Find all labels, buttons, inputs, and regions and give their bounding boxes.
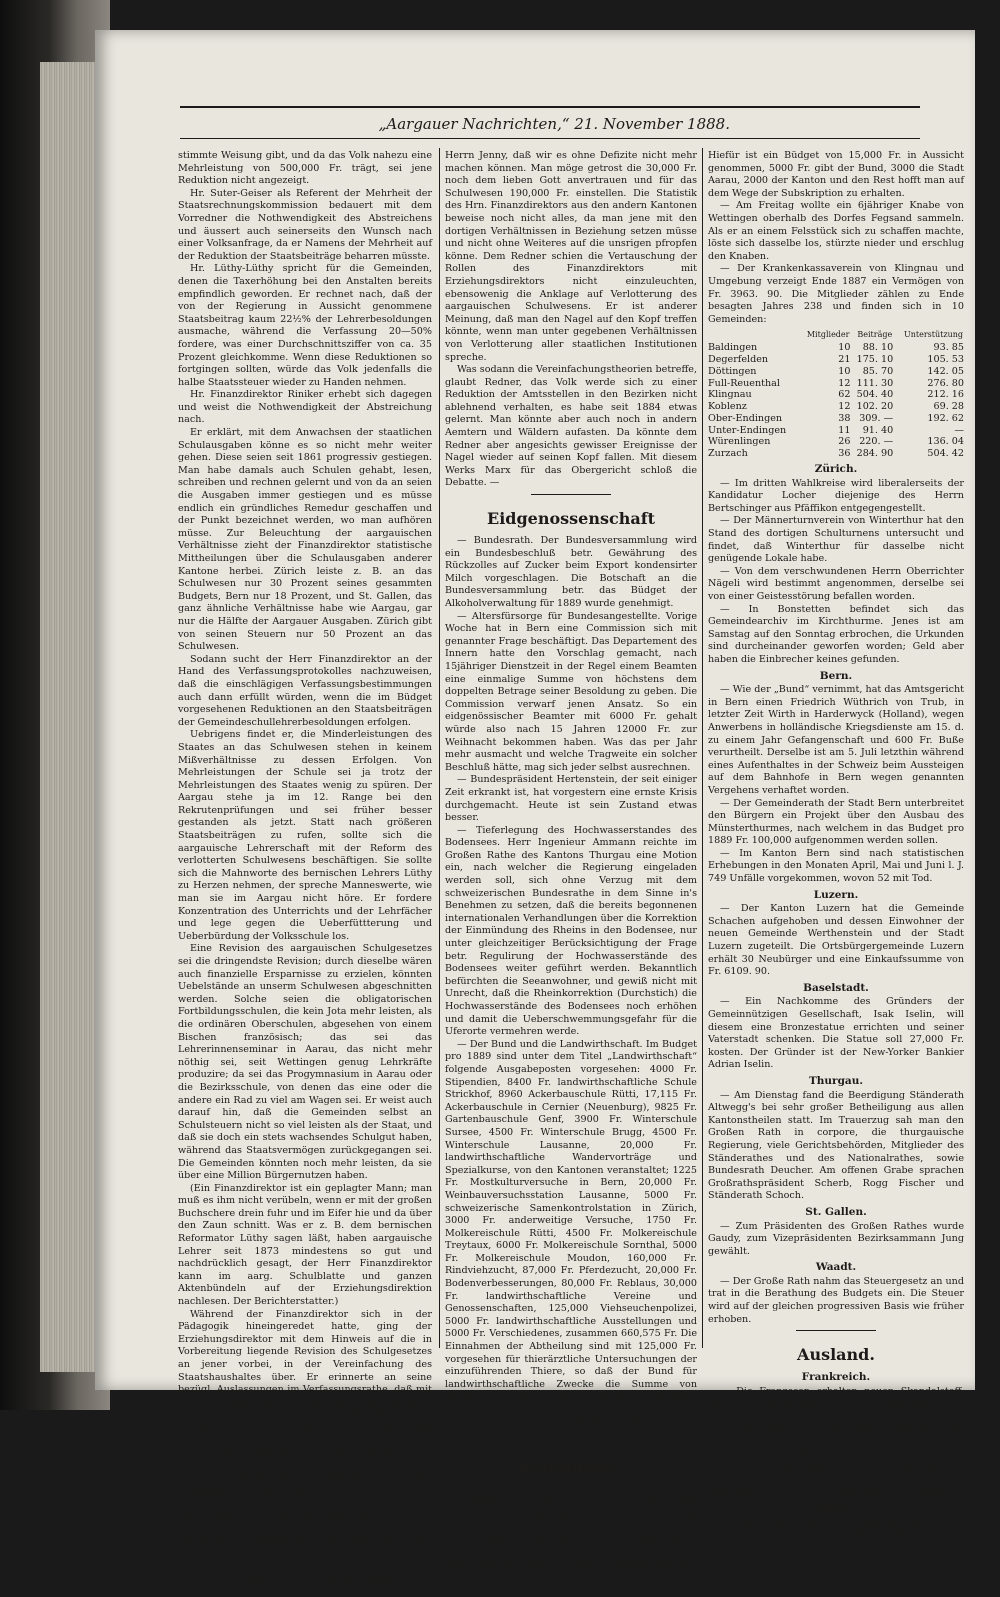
table-cell: Döttingen	[708, 365, 757, 377]
paragraph: — Der Große Rath nahm das Steuergesetz an und trat in die Berathung des Budgets ein. Die Steuer wird auf der gleichen progressiven Basis wie früher erhoben.	[708, 1275, 964, 1325]
paragraph: stimmte Weisung gibt, und da das Volk nahezu eine Mehrleistung von 500,000 Fr. trägt, sei jene Reduktion nicht angezeigt.	[178, 150, 432, 187]
subheading-afrika: Afrika.	[816, 1502, 856, 1515]
table-cell: Koblenz	[708, 401, 747, 413]
paragraph: — Der Kanton Luzern hat die Gemeinde Schachen aufgehoben und dessen Einwohner der neuen Gemeinde Werthenstein und der Stadt Luzern zugeteilt. Die Ortsbürgergemeinde Luzern erhält 30 Neubürger und eine Einkaufssumme von Fr. 6109. 90.	[708, 903, 964, 978]
table-cell: 105. 53	[927, 353, 964, 365]
table-header	[708, 328, 799, 342]
page-header: „Aargauer Nachrichten,“ 21. November 1888.	[378, 115, 730, 133]
table-cell: 69. 28	[933, 401, 964, 413]
table-cell: 136. 04	[927, 436, 964, 448]
table-cell: 38	[838, 412, 851, 424]
paragraph: Was sodann die Vereinfachungstheorien betreffe, glaubt Redner, das Volk werde sich zu einer Reduktion der Amtsstellen in den Bezirken nicht ablehnend verhalten, es habe seit 1884 etwas gelernt. Man könnte aber auch noch in andern Aemtern und Wäldern aufasten. Da könnte dem Redner aber angesichts gewisser Ereignisse der Nagel wieder auf seinen Kopf fallen. Mit diesem Werks Marx für das Obergericht schloß die Debatte. —	[445, 364, 697, 489]
table-cell: 10	[838, 342, 851, 354]
paragraph: — Der „Times“ wird aus Sansibar vom 16. d. gemeldet: Der belgische Dampfer „Brabo“, welcher 400	[708, 1516, 964, 1553]
subheading-st-gallen: St. Gallen.	[805, 1205, 867, 1218]
paragraph: Hiefür ist ein Büdget von 15,000 Fr. in Aussicht genommen, 5000 Fr. gibt der Bund, 3000 die Stadt Aarau, 2000 der Kanton und den Rest hofft man auf dem Wege der Subskription zu erhalten.	[708, 150, 964, 199]
table-row	[708, 436, 964, 448]
table-cell: 111. 30	[856, 377, 894, 389]
subheading-bern: Bern.	[819, 669, 853, 682]
table-cell: 284. 90	[856, 448, 894, 460]
krankenkasse-table	[708, 328, 964, 460]
table-cell: 102. 20	[856, 401, 894, 413]
section-rule	[796, 1330, 876, 1331]
table-cell: Full-Reuenthal	[708, 377, 780, 389]
table-cell: 88. 10	[862, 342, 894, 354]
paragraph: — Ein Nachkomme des Gründers der Gemeinnützigen Gesellschaft, Isak Iselin, will diesem eine Bronzestatue errichten und seiner Vaterstadt schenken. Die Statue soll 27,000 Fr. kosten. Der Gründer ist der New-Yorker Bankier Adrian Iselin.	[708, 996, 964, 1071]
paragraph: — Im dritten Wahlkreise wird liberalerseits der Kandidatur Locher diejenige des Herrn Bertschinger aus Pfäffikon entgegengestellt.	[708, 477, 964, 514]
paragraph: Herrn Jenny, daß wir es ohne Defizite nicht mehr machen können. Man möge getrost die 30,000 Fr. noch dem lieben Gott anvertrauen und für das Schulwesen 190,000 Fr. einstellen. Die Statistik des Hrn. Finanzdirektors aus den andern Kantonen beweise noch nicht alles, da man jene mit den dortigen Verhältnissen in Beziehung setzen müsse und nicht ohne Weiteres auf die unsrigen pfropfen könne. Dem Redner schien die Vertauschung der Rollen des Finanzdirektors mit Erziehungsdirektors nicht einzuleuchten, ebensowenig die Anklage auf Verlotterung des aargauischen Schulwesens. Er ist anderer Meinung, daß man den Nagel auf den Kopf treffen könnte, wenn man unter gegebenen Verhältnissen von Verlotterung aller staatlichen Institutionen spreche.	[445, 150, 697, 363]
paragraph: Hr. Suter-Geiser als Referent der Mehrheit der Staatsrechnungskommission bedauert mit dem Vorredner die Nothwendigkeit des Abstreichens und äussert auch seinerseits den Wunsch nach einer Volksanfrage, da er Namens der Mehrheit auf der Reduktion der Staatsbeiträge beharren müsste.	[178, 187, 432, 262]
paragraph: Er erklärt, mit dem Anwachsen der staatlichen Schulausgaben könne es so nicht mehr weiter gehen. Diese seien seit 1861 progressiv gestiegen. Man habe damals auch Schulen gehabt, lesen, schreiben und rechnen gelernt und von da an seien die Ausgaben immer gestiegen und es müsse endlich ein gründliches Remedur geschaffen und der Punkt bezeichnet werden, wo man aufhören müsse. Zur Beleuchtung der aargauischen Verhältnisse zieht der Finanzdirektor statistische Mittheilungen über die Schulausgaben anderer Kantone herbei. Zürich leiste z. B. an das Schulwesen nur 30 Prozent seines gesammten Budgets, Bern nur 18 Prozent, und St. Gallen, das ganz ähnliche Verhältnisse habe wie Aargau, gar nur die Hälfte der Aargauer Ausgaben. Zürich gibt von seinen Steuern nur 50 Prozent an das Schulwesen.	[178, 427, 432, 653]
paragraph: — Der Gemeinderath der Stadt Bern unterbreitet den Bürgern ein Projekt über den Ausbau des Münsterthurmes, nach welchem in das Budget pro 1889 Fr. 100,000 aufgenommen werden sollen.	[708, 797, 964, 847]
header-bottom-rule	[180, 138, 920, 139]
table-cell: 93. 85	[933, 342, 964, 354]
paragraph: — Von dem verschwundenen Herrn Oberrichter Nägeli wird bestimmt angenommen, derselbe sei von einer Geistesstörung befallen worden.	[708, 565, 964, 603]
table-cell: 220. —	[859, 436, 894, 448]
table-cell: 62	[838, 389, 851, 401]
table-header: Unterstützung	[904, 330, 963, 340]
table-cell: Würenlingen	[708, 436, 771, 448]
column-divider-2	[702, 148, 703, 1348]
section-heading-ausland: Ausland.	[797, 1345, 875, 1365]
table-cell: 12	[838, 377, 851, 389]
paragraph: Herr Jenny konstatirt nochmals die wirthschaftliche Thatsache, daß man, um den Ausfall zu decken, neue Steuern einnehmen haben müsse. Im Vereinfachungsgebiete ließe sich etwas machen, viel werde aber nicht herausschauen. Alle Abstriche unausweichlich.	[178, 1497, 432, 1572]
table-row	[708, 366, 964, 378]
table-cell: Zurzach	[708, 448, 748, 460]
table-cell: 36	[838, 448, 851, 460]
paragraph: — Der Krankenkassaverein von Klingnau und Umgebung verzeigt Ende 1887 ein Vermögen von Fr. 3963. 90. Die Mitglieder zählen zu Ende besagten Jahres 238 und finden sich in 10 Gemeinden:	[708, 263, 964, 325]
table-row	[708, 448, 964, 460]
paragraph: Eine Revision des aargauischen Schulgesetzes sei die dringendste Revision; durch dieselbe wären auch finanzielle Ersparnisse zu erzielen, könnten Uebelstände an unserm Schulwesen abgeschnitten werden. Solche seien die obligatorischen Fortbildungsschulen, die kein Jota mehr leisten, als die ordinären Oberschulen, abgesehen von einem Bischen französisch; das sei das Lehrerinnenseminar in Aarau, das nicht mehr nöthig sei, seit Wettingen genug Lehrkräfte produzire; da sei das Progymnasium in Aarau oder die Bezirksschule, von denen das eine oder die andere ein Rad zu viel am Wagen sei. Er weist auch darauf hin, daß die Gemeinden selbst an Schulsteuern nicht so viel leisten als der Staat, und daß sie doch ein stets wachsendes Schulgut haben, während das Staatsvermögen zurückgegangen sei. Die Gemeinden könnten noch mehr leisten, da sie über eine Million Bürgernutzen haben.	[178, 943, 432, 1182]
page-stack-edge	[40, 62, 100, 1372]
table-cell: 10	[838, 365, 851, 377]
table-cell: 21	[838, 353, 851, 365]
table-row	[708, 389, 964, 401]
table-cell: Degerfelden	[708, 353, 769, 365]
paragraph: — Aarau. Im August des kommenden Jahres wird Aarau das hundertjährige Jubiläum der Gründung des ersten schweizerischen Kadettenkorps in Aarau anno 1789 feiern und zwar durch Veranstaltung eines schweizerischen Kadettenfestes. Das Organisationskomite hat sich bereits konstituirt; Präsident ist Hr. Nationalrath Kurz.	[445, 1496, 697, 1596]
subheading-thurgau: Thurgau.	[808, 1074, 864, 1087]
paragraph: Hr. Finanzdirektor Riniker erhebt sich dagegen und weist die Nothwendigkeit der Abstreichung nach.	[178, 389, 432, 426]
table-cell: 212. 16	[927, 389, 964, 401]
paragraph: Uebrigens findet er, die Minderleistungen des Staates an das Schulwesen stehen in keinem Mißverhältnisse zu dessen Erfolgen. Von Mehrleistungen der Schule sei ja trotz der Mehrleistungen des Staates wenig zu spüren. Der Aargau stehe ja im 12. Range bei den Rekrutenprüfungen und sei früher besser gestanden als jetzt. Statt nach größeren Staatsbeiträgen zu rufen, sollte sich die aargauische Lehrerschaft mit der Reform des verlotterten Schulwesens beschäftigen. Sie sollte sich die Mahnworte des bernischen Lehrers Lüthy zu Herzen nehmen, der spreche Manneswerte, wie man sie im Aargau nicht höre. Er fordere Konzentration des Unterrichts und der Lehrfächer und lege gegen die Ueberfüttterung und Ueberbürdung der Volksschule los.	[178, 729, 432, 942]
table-row	[708, 401, 964, 413]
paragraph: — Altersfürsorge für Bundesangestellte. Vorige Woche hat in Bern eine Commission sich mit genannter Frage beschäftigt. Das Departement des Innern hatte den Vorschlag gemacht, nach 15jähriger Dienstzeit in der Regel einem Beamten eine einmalige Summe von höchstens dem doppelten Betrage seiner Besoldung zu geben. Die Commission verwarf jenen Ansatz. So ein eidgenössischer Beamter mit 6000 Fr. gehalt würde also nach 15 Jahren 12000 Fr. zur Weihnacht bekommen haben. Was das per Jahr mehr ausmacht und welche Tragweite ein solcher Beschluß hätte, mag sich jeder selbst ausrechnen.	[445, 610, 697, 773]
table-header: Beiträge	[857, 330, 893, 340]
table-cell: Baldingen	[708, 342, 758, 354]
section-heading-eidgenossenschaft: Eidgenossenschaft	[487, 509, 655, 529]
table-cell: Klingnau	[708, 389, 752, 401]
paragraph: — Bundespräsident Hertenstein, der seit einiger Zeit erkrankt ist, hat vorgestern eine ernste Krisis durchgemacht. Heute ist sein Zustand etwas besser.	[445, 774, 697, 824]
table-row	[708, 378, 964, 390]
column-3	[708, 150, 964, 1553]
table-cell: 91. 40	[862, 424, 894, 436]
section-rule	[531, 494, 611, 495]
table-cell: Ober-Endingen	[708, 412, 783, 424]
table-cell: 192. 62	[927, 412, 964, 424]
table-cell: 309. —	[859, 412, 894, 424]
paragraph: Sodann sucht der Herr Finanzdirektor an der Hand des Verfassungsprotokolles nachzuweisen, daß die einschlägigen Verfassungsbestimmungen auch dann erfüllt würden, wenn die im Büdget vorgesehenen Reduktionen an den Staatsbeiträgen der Gemeindeschullehrerbesoldungen erfolgen.	[178, 653, 432, 728]
table-cell: 85. 70	[862, 365, 894, 377]
table-cell: 504. 40	[856, 389, 894, 401]
table-row	[708, 342, 964, 354]
column-2	[445, 150, 697, 1596]
table-cell: Unter-Endingen	[708, 424, 787, 436]
table-cell: 142. 05	[927, 365, 964, 377]
table-cell: 175. 10	[856, 353, 894, 365]
paragraph: — Im Kanton Bern sind nach statistischen Erhebungen in den Monaten April, Mai und Juni l. J. 749 Unfälle vorgekommen, wovon 52 mit Tod.	[708, 847, 964, 885]
table-cell: 11	[838, 424, 851, 436]
paragraph: Während der Finanzdirektor sich in der Pädagogik hineingeredet hatte, ging der Erziehungsdirektor mit dem Hinweis auf die in Vorbereitung liegende Revision des Schulgesetzes an jener vorbei, in der Vereinfachung des Staatshaushaltes über. Er erinnerte an seine bezügl. Auslassungen im Verfassungsrathe, daß mit der Vereinfachung nur wirklich Ernst gemacht werden könne, wenn man die Bezirke um 50 Prozent reduzire. Die Regierung habe diesen Weg übrigens bezüglich der Bezirksverwaltungen bereits eingeschlagen. Im Uebrigen bedauere er aber mit den Herren Künzli und Lüthy den Abstrich, habe sich aber den Rücksichten auf das gesammte Staatswohl fügen müssen.	[178, 1308, 432, 1496]
section-heading-kantonales: Kantonales.	[517, 1455, 625, 1475]
subheading-frankreich: Frankreich.	[801, 1371, 871, 1384]
paragraph: — Zum Präsidenten des Großen Rathes wurde Gaudy, zum Vizepräsidenten Bezirksammann Jung gewählt.	[708, 1220, 964, 1257]
table-row	[708, 425, 964, 437]
paragraph: (Ein Finanzdirektor ist ein geplagter Mann; man muß es ihm nicht verübeln, wenn er mit der großen Buchschere drein fuhr und im Eifer hie und da über den Zaun schnitt. Was er z. B. dem bernischen Reformator Lüthy sagen läßt, haben aargauische Lehrer seit 1873 mindestens so gut und nachdrücklich gesagt, der Herr Finanzdirektor kann im aarg. Schulblatte und ganzen Aktenbündeln auf der Erziehungsdirektion nachlesen. Der Berichterstatter.)	[178, 1182, 432, 1308]
table-row	[708, 413, 964, 425]
paragraph: — Wie der „Bund“ vernimmt, hat das Amtsgericht in Bern einen Friedrich Wüthrich von Trub, in letzter Zeit Wirth in Harderwyck (Holland), wegen Anwerbens in holländische Kriegsdienste am 15. d. zu einem Jahr Gefangenschaft und 600 Fr. Buße verurtheilt. Derselbe ist am 5. Juli letzthin während eines Aufenthaltes in der Schweiz beim Aussteigen auf dem Bahnhofe in Bern wegen genannten Vergehens verhaftet worden.	[708, 684, 964, 796]
table-header-row	[708, 328, 964, 342]
header-top-rule	[180, 106, 920, 108]
subheading-zuerich: Zürich.	[814, 463, 858, 476]
paragraph: — Der Bund und die Landwirthschaft. Im Budget pro 1889 sind unter dem Titel „Landwirthschaft“ folgende Ausgabeposten vorgesehen: 4000 Fr. Stipendien, 8400 Fr. landwirthschaftliche Schule Strickhof, 8960 Ackerbauschule Rütti, 17,115 Fr. Ackerbauschule in Cernier (Neuenburg), 9825 Fr. Gartenbauschule Genf, 3900 Fr. Winterschule Sursee, 4500 Fr. Winterschule Brugg, 4500 Fr. Winterschule Lausanne, 20,000 Fr. landwirthschaftliche Wandervorträge und Spezialkurse, von den Kantonen veranstaltet; 1225 Fr. Mostkulturversuche in Bern, 20,000 Fr. Weinbauversuchsstation Lausanne, 5000 Fr. schweizerische Samenkontrolstation in Zürich, 3000 Fr. anderweitige Versuche, 1750 Fr. Molkereischule Rütti, 4500 Fr. Molkereischule Treytaux, 6000 Fr. Molkereischule Sornthal, 5000 Fr. Molkereischule Moudon, 160,000 Fr. Rindviehzucht, 87,000 Fr. Pferdezucht, 20,000 Fr. Bodenverbesserungen, 80,000 Fr. Reblaus, 30,000 Fr. landwirthschaftliche Vereine und Genossenschaften, 125,000 Viehseuchenpolizei, 5000 Fr. landwirthschaftliche Ausstellungen und 5000 Fr. Verschiedenes, zusammen 660,575 Fr. Die Einnahmen der Abtheilung sind mit 125,000 Fr. vorgesehen für thierärztliche Untersuchungen der einzuführenden Thiere, so daß der Bund für landwirthschaftliche Zwecke die Summe von 585,575 Fr. aufzuwenden gedenkt im nächsten Jahre. Dazu kommen noch 106,700 Fr. Ausgaben für das Forstwesen und 38,500 Fr. für Jagd und Fischerei.	[445, 1038, 697, 1441]
table-cell: 276. 80	[927, 377, 964, 389]
paragraph: — Der Männerturnverein von Winterthur hat den Stand des dortigen Schulturnens untersucht und findet, daß Winterthur für dasselbe nicht genügende Lokale habe.	[708, 515, 964, 565]
paragraph: — Am Freitag wollte ein 6jähriger Knabe von Wettingen oberhalb des Dorfes Fegsand sammeln. Als er an einem Felsstück sich zu schaffen machte, löste sich dasselbe los, stürzte nieder und erschlug den Knaben.	[708, 200, 964, 262]
paragraph: Auch Herr Jäger theilt die Anschauungen des	[190, 1573, 412, 1585]
table-cell: 26	[838, 436, 851, 448]
paragraph: — Tieferlegung des Hochwasserstandes des Bodensees. Herr Ingenieur Ammann reichte im Großen Rathe des Kantons Thurgau eine Motion ein, nach welcher die Regierung eingeladen werden soll, sich ohne Verzug mit dem schweizerischen Bundesrathe in dem Sinne in's Benehmen zu setzen, daß die bereits begonnenen internationalen Verhandlungen über die Korrektion der Einmündung des Rheins in den Bodensee, nur unter gleichzeitiger Berücksichtigung der Frage betr. Regulirung der Hochwasserstände des Bodensees weiter geführt werden. Bekanntlich befürchten die Seeanwohner, und gewiß nicht mit Unrecht, daß die Rheinkorrektion (Durchstich) die Hochwasserstände des Bodensees noch erhöhen und damit die Ueberschwemmungsgefahr für die Uferorte vermehren werde.	[445, 824, 697, 1038]
subheading-baselstadt: Baselstadt.	[803, 981, 869, 994]
table-cell: —	[954, 424, 964, 436]
table-row	[708, 354, 964, 366]
subheading-aargau: Aargau.	[548, 1481, 594, 1494]
column-1	[178, 150, 432, 1585]
paragraph: — Bundesrath. Der Bundesversammlung wird ein Bundesbeschluß betr. Gewährung des Rückzolles auf Zucker beim Export kondensirter Milch vorgeschlagen. Die Botschaft an die Bundesversammlung betr. das Büdget der Alkoholverwaltung für 1889 wurde genehmigt.	[445, 535, 697, 609]
table-cell: 504. 42	[927, 448, 964, 460]
paragraph: — Die Franzosen erhalten neuen Skandalstoff. Wilson's Wiederauftreten in Tours, namentlich aber der von Wilson's „Petite France“ begonnene Enthüllungsfeldzug erregt großes Aufsehen und ernste Beunruhigung in den Kreisen, welche die 22,000 Schriftstücke Wilson's zu fürchten haben. Wilson's Enthüllungen, denen unzweifelhaft reichhaltiges, zuverlässiges Material zu Grunde liegt, scheinen eine neue Skandalfolge zu eröffnen.	[708, 1385, 964, 1498]
subheading-luzern: Luzern.	[813, 888, 859, 901]
subheading-waadt: Waadt.	[815, 1261, 857, 1274]
paragraph: — Am Dienstag fand die Beerdigung Ständerath Altwegg's bei sehr großer Betheiligung aus allen Kantonstheilen statt. Im Trauerzug sah man den Großen Rath in corpore, die thurgauische Regierung, viele Gerichtsbehörden, Mitglieder des Ständerathes und des Nationalrathes, sowie Bundesrath Deucher. Am offenen Grabe sprachen Großrathspräsident Scherb, Rogg Fischer und Ständerath Schoch.	[708, 1089, 964, 1202]
paragraph: — In Bonstetten befindet sich das Gemeindearchiv im Kirchthurme. Jenes ist am Samstag auf den Sonntag erbrochen, die Urkunden sind durcheinander geworfen worden; Geld aber haben die Einbrecher keines gefunden.	[708, 603, 964, 665]
table-cell: 12	[838, 401, 851, 413]
paragraph: Hr. Lüthy-Lüthy spricht für die Gemeinden, denen die Taxerhöhung bei den Anstalten bereits empfindlich geworden. Er rechnet nach, daß der von der Regierung in Aussicht genommene Staatsbeitrag kaum 22½% der Lehrerbesoldungen ausmache, während die Verfassung 20—50% fordere, was einer Durchschnittsziffer von ca. 35 Prozent gleichkomme. Wenn diese Reduktionen so fortgingen sollten, würde das Volk jedenfalls die halbe Staatssteuer wieder zu Handen nehmen.	[178, 263, 432, 388]
table-header: Mitglieder	[806, 330, 850, 340]
column-divider-1	[439, 148, 440, 1348]
